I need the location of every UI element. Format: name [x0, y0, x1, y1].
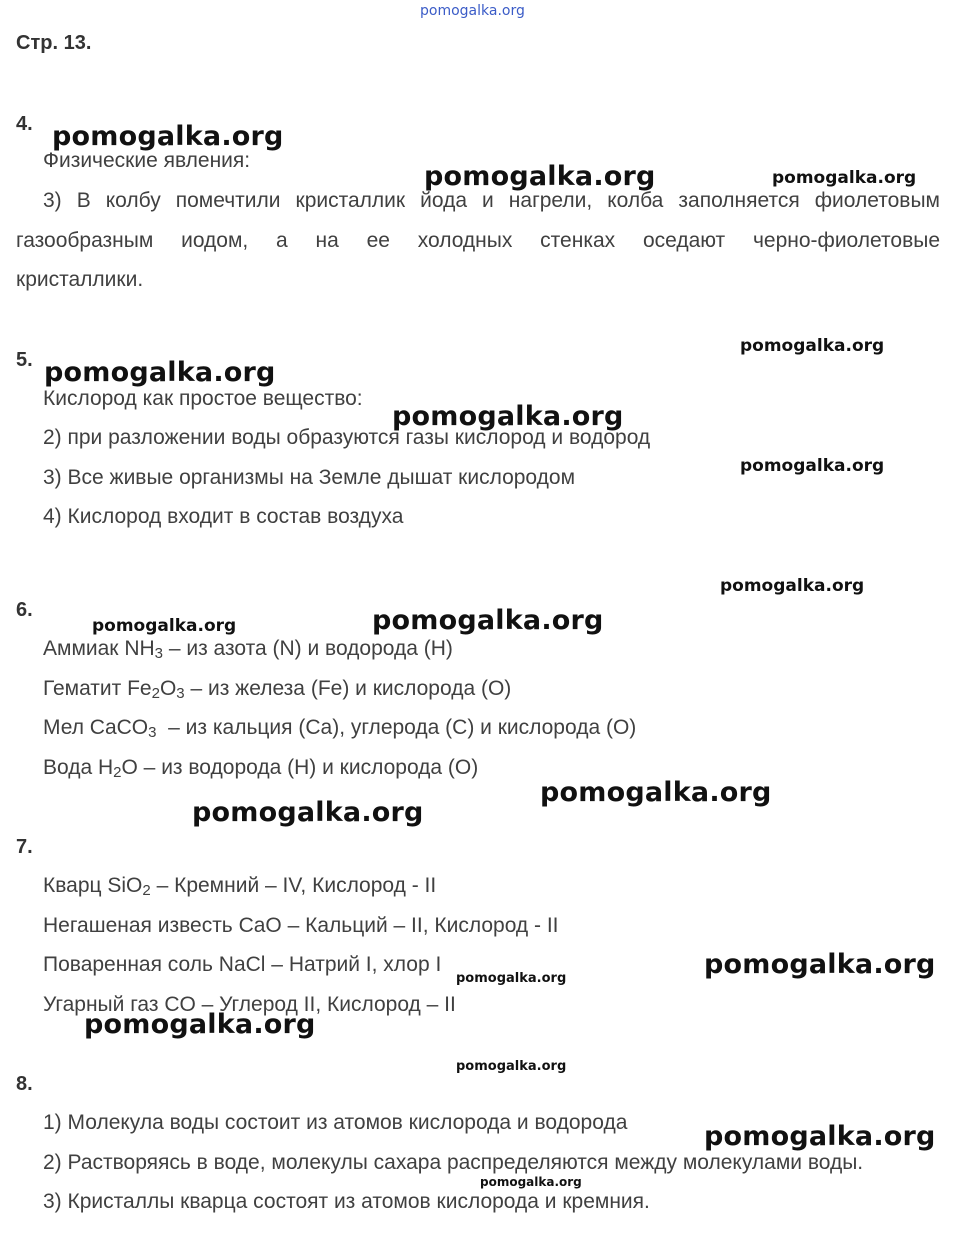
- question-5-item: 4) Кислород входит в состав воздуха: [43, 505, 404, 528]
- question-7-item: Кварц SiO$_2$ – Кремний – IV, Кислород - II: [43, 874, 437, 899]
- question-7-item: Угарный газ CO – Углерод II, Кислород – II: [43, 993, 456, 1016]
- watermark: pomogalka.org: [424, 161, 656, 192]
- question-7-number: 7.: [16, 836, 33, 858]
- question-6-item: Вода $H_2O$ – из водорода (H) и кислорода (O): [43, 756, 479, 781]
- question-4-heading: Физические явления:: [43, 149, 251, 172]
- watermark: pomogalka.org: [540, 777, 772, 808]
- top-watermark: pomogalka.org: [420, 3, 525, 19]
- watermark: pomogalka.org: [704, 949, 936, 980]
- question-5-item: 3) Все живые организмы на Земле дышат кислородом: [43, 466, 576, 489]
- watermark: pomogalka.org: [52, 121, 284, 152]
- question-8-item: 3) Кристаллы кварца состоят из атомов кислорода и кремния.: [43, 1190, 650, 1213]
- question-6-item: Гематит $Fe_2O_3$ – из железа (Fe) и кислорода (O): [43, 677, 512, 702]
- question-6-item: Мел CaCO$_3$ – из кальция (Ca), углерода (C) и кислорода (O): [43, 716, 637, 741]
- question-8-item: 2) Растворяясь в воде, молекулы сахара распределяются между молекулами воды.: [43, 1151, 864, 1174]
- watermark: pomogalka.org: [392, 401, 624, 432]
- watermark: pomogalka.org: [740, 336, 885, 356]
- question-6-item: Аммиак $NH_3$ – из азота (N) и водорода (H): [43, 637, 453, 662]
- question-4-number: 4.: [16, 113, 33, 135]
- question-7-item: Негашеная известь CaO – Кальций – II, Кислород - II: [43, 914, 559, 937]
- watermark: pomogalka.org: [84, 1009, 316, 1040]
- watermark: pomogalka.org: [456, 971, 567, 986]
- question-8-number: 8.: [16, 1073, 33, 1095]
- question-6-number: 6.: [16, 599, 33, 621]
- question-5-number: 5.: [16, 349, 33, 371]
- watermark: pomogalka.org: [44, 357, 276, 388]
- page-label: Стр. 13.: [16, 32, 92, 54]
- watermark: pomogalka.org: [192, 797, 424, 828]
- watermark: pomogalka.org: [92, 616, 237, 636]
- question-5-heading: Кислород как простое вещество:: [43, 387, 363, 410]
- watermark: pomogalka.org: [720, 576, 865, 596]
- watermark: pomogalka.org: [480, 1175, 582, 1189]
- watermark: pomogalka.org: [372, 605, 604, 636]
- watermark: pomogalka.org: [740, 456, 885, 476]
- question-4-line-2: газообразным иодом, а на ее холодных стенках оседают черно-фиолетовые: [16, 229, 940, 252]
- question-8-item: 1) Молекула воды состоит из атомов кислорода и водорода: [43, 1111, 628, 1134]
- question-5-item: 2) при разложении воды образуются газы кислород и водород: [43, 426, 651, 449]
- question-4-line-3: кристаллики.: [16, 268, 144, 291]
- question-4-line-1: 3) В колбу помечтили кристаллик йода и нагрели, колба заполняется фиолетовым: [43, 189, 940, 212]
- question-7-item: Поваренная соль NaCl – Натрий I, хлор I: [43, 953, 442, 976]
- watermark: pomogalka.org: [704, 1121, 936, 1152]
- watermark: pomogalka.org: [772, 168, 917, 188]
- watermark: pomogalka.org: [456, 1059, 567, 1074]
